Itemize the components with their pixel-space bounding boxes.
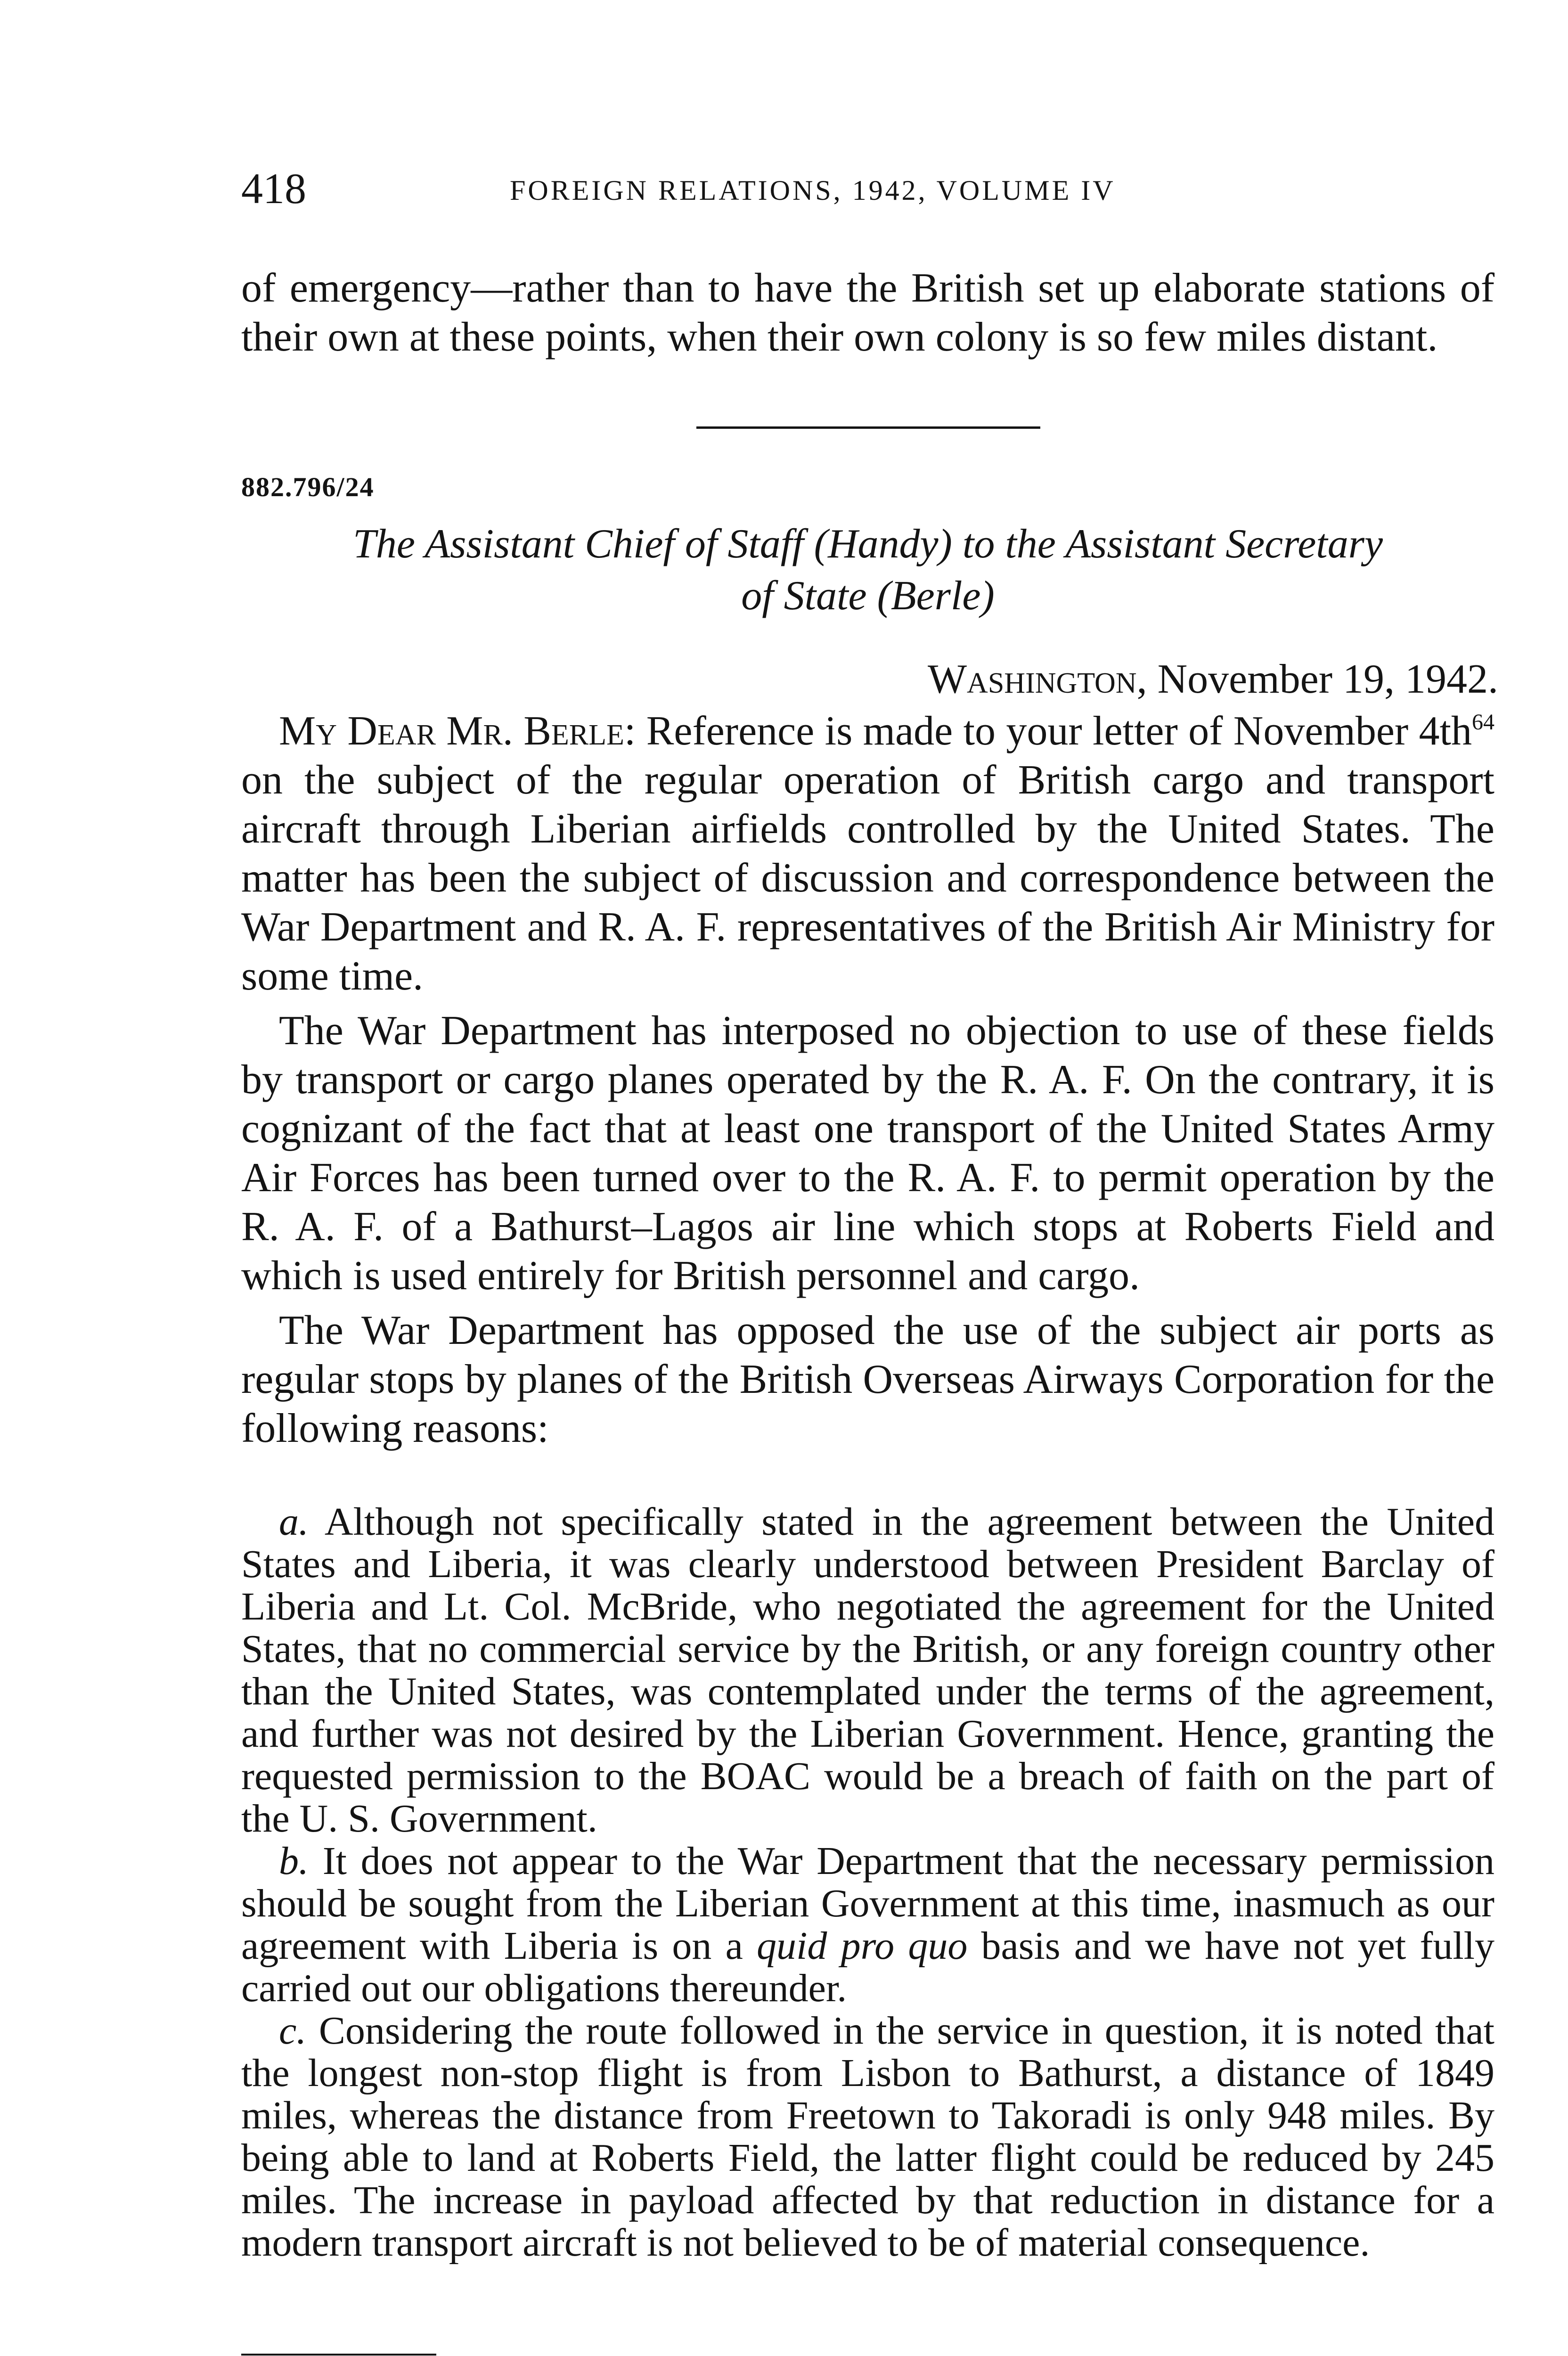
reason-b-latin: quid pro quo [757,1924,968,1968]
document-title [241,518,1494,622]
letter-body [241,707,1494,1453]
reason-a-text: Although not specifically stated in the agreement between the United States and Liberia, it was clearly understood between President Barclay of Liberia and Lt. Col. McBride, who negotiated the agreement for the United States, that no commercial service by the British, or any foreign country other than the United States, was contemplated under the terms of the agreement, and further was not desired by the Liberian Government. Hence, granting the requested permission to the BOAC would be a breach of faith on the part of the U. S. Government. [241,1500,1494,1841]
title-line-2: of State (Berle) [741,573,995,619]
page-number: 418 [241,164,306,213]
page-header [241,160,1327,217]
dateline-date: November 19, 1942. [1157,656,1498,702]
reason-a [241,1501,1494,1840]
paragraph-1-text-b: on the subject of the regular operation of British cargo and transport aircraft through Liberian airfields controlled by the United States. The matter has been the subject of discussion and correspondence between the War Department and R. A. F. representatives of the British Air Ministry for some time. [241,757,1494,999]
footnote-rule [241,2354,436,2356]
reason-a-label: a. [279,1500,309,1544]
section-divider [696,426,1040,429]
paragraph-3: The War Department has opposed the use of the subject air ports as regular stops by planes of the British Overseas Airways Corporation for the following reasons: [241,1308,1494,1451]
reason-b-text-1: It does not appear to the War Department that the necessary permission should be sought from the Liberian Government at this time, inasmuch as our agreement with Liberia is on a [241,1839,1495,1968]
reason-c [241,2010,1494,2264]
title-line-1: The Assistant Chief of Staff (Handy) to the Assistant Secretary [352,521,1383,567]
salutation: My Dear Mr. Berle: [279,708,636,754]
file-number: 882.796/24 [241,472,375,502]
footnote-ref: 64 [1472,710,1495,735]
dateline [928,655,1498,704]
reason-b [241,1840,1494,2010]
paragraph-1 [241,707,1494,1001]
dateline-city: Washington, [927,656,1147,702]
reason-c-label: c. [279,2009,307,2053]
opening-paragraph [241,264,1494,362]
paragraph-1-text-a: Reference is made to your letter of November 4th [646,708,1472,754]
reason-b-label: b. [279,1839,309,1883]
reason-c-text: Considering the route followed in the service in question, it is noted that the longest non-stop flight is from Lisbon to Bathurst, a distance of 1849 miles, whereas the distance from Freetown to Takoradi is only 948 miles. By being able to land at Roberts Field, the latter flight could be reduced by 245 miles. The increase in payload affected by that reduction in distance for a modern transport aircraft is not believed to be of material consequence. [241,2009,1495,2265]
reasons-list [241,1501,1494,2264]
opening-text: of emergency—rather than to have the British set up elaborate stations of their own at these points, when their own colony is so few miles distant. [241,265,1494,360]
reason-b-text-2: basis and we have not yet fully carried out our obligations thereunder. [241,1924,1494,2010]
running-head: FOREIGN RELATIONS, 1942, VOLUME IV [510,175,1116,206]
paragraph-2: The War Department has interposed no objection to use of these fields by transport or cargo planes operated by the R. A. F. On the contrary, it is cognizant of the fact that at least one transport of the United States Army Air Forces has been turned over to the R. A. F. to permit operation by the R. A. F. of a Bathurst–Lagos air line which stops at Roberts Field and which is used entirely for British personnel and cargo. [241,1008,1494,1299]
